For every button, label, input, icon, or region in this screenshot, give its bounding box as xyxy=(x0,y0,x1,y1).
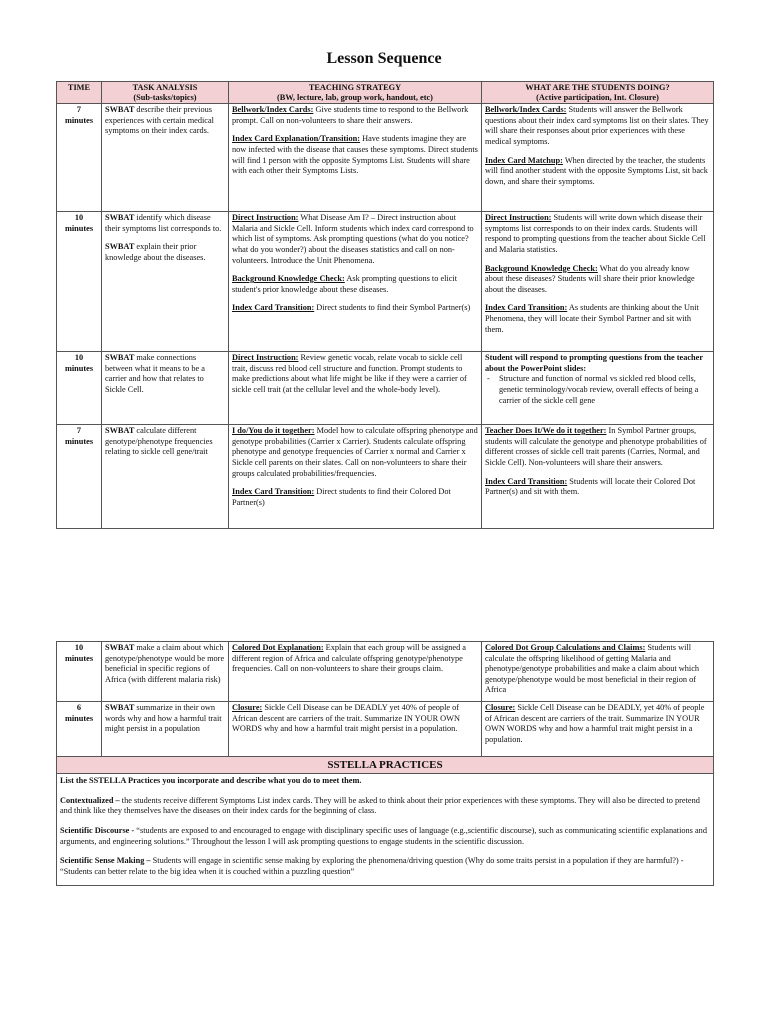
header-time: TIME xyxy=(57,82,102,104)
table-row xyxy=(57,212,714,352)
time-cell: 7 minutes xyxy=(57,104,102,212)
table-row xyxy=(57,642,714,702)
sstella-prompt: List the SSTELLA Practices you incorporate and describe what you do to meet them. xyxy=(60,776,362,786)
page-title: Lesson Sequence xyxy=(326,50,442,67)
task-cell: SWBAT make a claim about which genotype/phenotype would be more beneficial in specific regions of Africa (with different malaria risk) xyxy=(102,642,229,702)
table-row xyxy=(57,104,714,212)
task-cell: SWBAT identify which disease their symptoms list corresponds to. SWBAT explain their prior knowledge about the diseases. xyxy=(102,212,229,352)
sstella-sense-making: Scientific Sense Making – Students will engage in scientific sense making by exploring the phenomena/driving question (Why do some traits persist in a population if they are harmful?) - “Students can better relate to the big idea when it is couched within a puzzling question” xyxy=(60,856,684,876)
time-cell: 7 minutes xyxy=(57,425,102,529)
table-row xyxy=(57,352,714,425)
header-students: WHAT ARE THE STUDENTS DOING? (Active participation, Int. Closure) xyxy=(482,82,714,104)
strategy-cell: Direct Instruction: Review genetic vocab, relate vocab to sickle cell trait, discuss red blood cell structure and function. Prompt students to make predictions about what life might be like if they were a carrier of sickle cell trait (at the cellular level and the whole-body level). xyxy=(229,352,482,425)
sstella-body-row xyxy=(57,774,714,886)
strategy-cell: Direct Instruction: What Disease Am I? – Direct instruction about Malaria and Sickle Cell. Inform students which index card correspond to which list of symptoms. Ask prompting questions (what do you notice? what do you wonder?) about the diseases statistics and call on non-volunteers. Introduce the Unit Phenomena. Background Knowledge Check: Ask prompting questions to elicit student's prior knowledge about these diseases. Index Card Transition: Direct students to find their Symbol Partner(s) xyxy=(229,212,482,352)
lesson-table-page2 xyxy=(56,641,714,886)
time-cell: 10 minutes xyxy=(57,352,102,425)
sstella-heading: SSTELLA PRACTICES xyxy=(57,757,714,774)
time-cell: 10 minutes xyxy=(57,642,102,702)
students-cell: Colored Dot Group Calculations and Claims: Students will calculate the offspring likelihood of getting Malaria and phenotype/genotype probabilities and make a claim about which genotype/phenotype would be most beneficial in their region of Africa xyxy=(482,642,714,702)
task-cell: SWBAT calculate different genotype/phenotype frequencies relating to sickle cell gene/trait xyxy=(102,425,229,529)
sstella-body xyxy=(57,774,714,886)
strategy-cell: Bellwork/Index Cards: Give students time to respond to the Bellwork prompt. Call on non-volunteers to share their answers. Index Card Explanation/Transition: Have students imagine they are now infected with the disease that causes these symptoms. Direct students will find 1 person with the opposite Symptoms List. Students will share with each other their Symptoms Lists. xyxy=(229,104,482,212)
students-cell: Student will respond to prompting questions from the teacher about the PowerPoint slides: - Structure and function of normal vs sickled red blood cells, genetic terminology/vocab review, overall effects of being a carrier of the sickle cell gene xyxy=(482,352,714,425)
task-cell: SWBAT make connections between what it means to be a carrier and how that relates to Sickle Cell. xyxy=(102,352,229,425)
strategy-cell: Closure: Sickle Cell Disease can be DEADLY yet 40% of people of African descent are carriers of the trait. Summarize IN YOUR OWN WORDS why and how a harmful trait might persist in a population. xyxy=(229,702,482,757)
students-cell: Teacher Does It/We do it together: In Symbol Partner groups, students will calculate the genotype and phenotype probabilities of different crosses of sickle cell trait parents (Carries, Normal, and Sickle Cell). Non-volunteers will share their answers. Index Card Transition: Students will locate their Colored Dot Partner(s) and sit with them. xyxy=(482,425,714,529)
task-cell: SWBAT describe their previous experiences with certain medical symptoms on their index cards. xyxy=(102,104,229,212)
student-activity-list xyxy=(485,374,710,406)
lesson-table-page1 xyxy=(56,81,714,529)
sstella-contextualized: Contextualized – the students receive different Symptoms List index cards. They will be asked to think about their prior experiences with these symptoms. They will also be directed to pretend and think like they themselves have the diseases on their index cards for the beginning of class. xyxy=(60,795,700,816)
time-cell: 6 minutes xyxy=(57,702,102,757)
table-row xyxy=(57,702,714,757)
students-cell: Bellwork/Index Cards: Students will answer the Bellwork questions about their index card symptoms list on their slates. They will share their responses about prior experiences with these medical symptoms. Index Card Matchup: When directed by the teacher, the students will find another student with the opposite Symptoms List, sit back down, and share their symptoms. xyxy=(482,104,714,212)
table-row xyxy=(57,425,714,529)
sstella-scientific-discourse: Scientific Discourse - “students are exposed to and encouraged to engage with disciplinary specific uses of language (e.g.,scientific discourse), such as communicating scientific explanations and arguments, and engineering solutions.” Throughout the lesson I will ask prompting questions to engage students in the scientific discussion. xyxy=(60,825,707,846)
list-item: - Structure and function of normal vs sickled red blood cells, genetic terminology/vocab review, overall effects of being a carrier of the sickle cell gene xyxy=(499,374,710,406)
time-cell: 10 minutes xyxy=(57,212,102,352)
header-row xyxy=(57,82,714,104)
strategy-cell: Colored Dot Explanation: Explain that each group will be assigned a different region of Africa and calculate offspring genotype/phenotype frequencies. Call on non-volunteers to share their groups claim. xyxy=(229,642,482,702)
sstella-heading-row xyxy=(57,757,714,774)
header-strategy: TEACHING STRATEGY (BW, lecture, lab, group work, handout, etc) xyxy=(229,82,482,104)
students-cell: Closure: Sickle Cell Disease can be DEADLY, yet 40% of people of African descent are carriers of the trait. Summarize IN YOUR OWN WORDS why and how a harmful trait might persist in a population. xyxy=(482,702,714,757)
strategy-cell: I do/You do it together: Model how to calculate offspring phenotype and genotype probabilities (Carrier x Carrier). Students calculate offspring phenotype and genotype frequencies of Carrier x normal and Carrier x Sickle cell parents on their slates. Call on non-volunteers to share their groups calculated probabilities/frequencies. Index Card Transition: Direct students to find their Colored Dot Partner(s) xyxy=(229,425,482,529)
header-task: TASK ANALYSIS (Sub-tasks/topics) xyxy=(102,82,229,104)
task-cell: SWBAT summarize in their own words why and how a harmful trait might persist in a population xyxy=(102,702,229,757)
students-cell: Direct Instruction: Students will write down which disease their symptoms list corresponds to on their index cards. Students will respond to prompting questions from the teacher about Sickle Cell and Malaria statistics. Background Knowledge Check: What do you already know about these diseases? Students will share their prior knowledge about the diseases. Index Card Transition: As students are thinking about the Unit Phenomena, they will locate their Symbol Partner and sit with them. xyxy=(482,212,714,352)
